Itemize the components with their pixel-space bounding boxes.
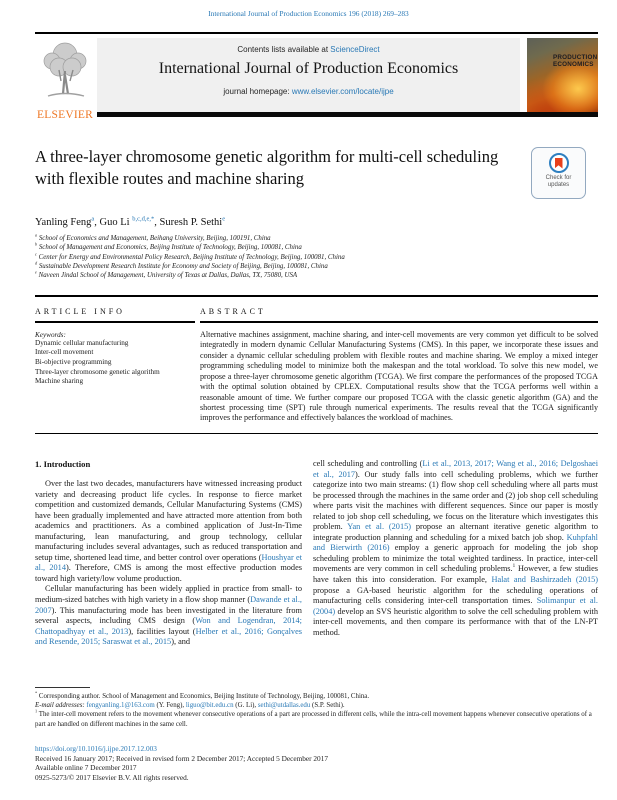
elsevier-wordmark: ELSEVIER [37,109,93,121]
text-segment: employ a generic approach for modeling the job shop scheduling problem to minimize the total weighted tardiness. In practice, inter-cell movements are very common in cell scheduling problems. [313,543,599,574]
text-segment: e [35,269,37,275]
abstract-text: Alternative machines assignment, machine sharing, and inter-cell movements are very common yet difficult to be solved integratedly in modern dynamic Cellular Manufacturing Systems (CMS). In this paper, we incorporate these issues and consider a dynamic cellular scheduling problem with flexible routes and machine sharing. We employ a mixed integer programming scheduling model to minimize both the makespan and the total workload. To solve this new model, we propose a three-layer chromosome genetic algorithm (TCGA). We first compare the performances of the proposed TCGA with the optimal solution obtained by CPLEX. Computational results show that the TCGA performs well within a reasonable amount of time. We further compare our proposed TCGA with the classic genetic algorithm (GA) and the shortest processing time (SPT) rule through numerical experiments. The results reveal that the TCGA significantly improves the performance and effectively balances the workload of machines. [200,329,598,423]
affiliation-line [35,262,595,271]
article-title: A three-layer chromosome genetic algorithm for multi-cell scheduling with flexible routes and machine sharing [35,147,499,188]
inline-link[interactable]: Solimanpur et al. (2004) [313,596,598,616]
text-segment: Corresponding author. School of Management and Economics, Beijing Institute of Technology, Beijing, 100081, China. [37,693,370,700]
keyword-item: Bi-objective programming [35,357,112,366]
copyright-line: 0925-5273/© 2017 Elsevier B.V. All rights reserved. [35,773,189,783]
body-column-right [313,459,598,638]
text-segment: Naveen Jindal School of Management, University of Texas at Dallas, Dallas, TX, 75080, USA [36,272,298,280]
contents-list-line [97,38,520,54]
text-segment: b [35,242,38,247]
keyword-item: Three-layer chromosome genetic algorithm [35,367,160,376]
text-segment: develop an SVS heuristic algorithm to solve the cell scheduling problem with inter-cell movements, and then compare its performance with that of the LN-PT method. [313,606,598,637]
text-segment: ), facilities layout ( [128,626,196,636]
text-segment: Yanling Feng [35,217,92,228]
text-segment: (Y. Feng), [154,702,186,710]
inline-link[interactable]: Houshyar et al., 2014 [35,552,302,573]
footnote-1 [35,710,598,728]
keyword-item: Inter-cell movement [35,348,94,357]
inline-link[interactable]: liguo@bit.edu.cn [185,702,234,710]
authors-line [35,217,555,228]
inline-link[interactable]: fengyanling.1@163.com [86,702,155,710]
text-segment: , Guo Li [94,217,133,228]
text-segment: 1 [512,563,516,570]
abstract-column [200,307,598,424]
text-segment: School of Economics and Management, Beihang University, Beijing, 100191, China [37,235,271,242]
text-segment: propose a GA-based heuristic algorithm for the scheduling operations of manufacturing cells considering inter-cell transportation times. [313,585,598,606]
intro-paragraph [35,584,302,647]
text-segment: , Suresh P. Sethi [154,217,223,228]
text-segment: ). This manufacturing mode has been investigated in the literature from several aspects, including CMS design ( [35,605,302,626]
text-segment: ), and [171,637,191,647]
text-segment: (S.P. Sethi). [310,702,345,710]
cover-title-line1: PRODUCTION [553,54,598,61]
inline-link[interactable]: e [222,215,226,223]
text-segment: ). Therefore, CMS is among the most effective production modes toward high variety/low volume production. [35,563,302,583]
affiliation-line [35,243,595,252]
homepage-prefix: journal homepage: [223,87,292,96]
journal-title: International Journal of Production Economics [158,60,459,77]
elsevier-tree-icon [39,90,91,107]
section-rule-bottom [35,433,598,434]
journal-cover-thumbnail [527,38,598,115]
running-head-citation: International Journal of Production Economics 196 (2018) 269–283 [208,9,409,18]
journal-header-banner [97,38,520,112]
footnote-emails [35,701,598,710]
cover-title [553,54,597,68]
text-segment: Sustainable Development Research Institute for Economy and Society of Beijing, Beijing, 100081, China [37,262,328,270]
contents-prefix: Contents lists available at [237,45,331,54]
affiliation-line [35,253,595,262]
keyword-item: Machine sharing [35,377,84,386]
article-info-column [35,307,195,387]
text-segment: cell scheduling and controlling ( [313,459,423,468]
text-segment: E-mail addresses: [35,702,87,710]
body-column-left [35,479,302,648]
affiliations-list [35,234,595,280]
text-segment: d [35,260,38,266]
text-segment: Over the last two decades, manufacturers have witnessed increasing product variety and decreasing product life cycles. In response to fierce market competition and customized demands, Cellular Manufacturing Systems (CMS) have been gradually implemented and have attracted more attention from both academics and practitioners. As a combined application of Just-In-Time manufacturing, lean manufacturing, and group technology, cellular manufacturing includes several advantages, such as reduced transportation and setup time, shortened lead time, and better control over operations ( [35,479,302,562]
affiliation-line [35,271,595,280]
text-segment: School of Management and Economics, Beijing Institute of Technology, Beijing, 100081, China [37,244,302,252]
inline-link[interactable]: b,c,d,e,* [132,215,155,223]
keywords-label: Keywords: [35,330,66,339]
abstract-rule [200,321,598,323]
doi-link[interactable]: https://doi.org/10.1016/j.ijpe.2017.12.003 [35,744,157,753]
crossmark-icon [549,153,569,173]
intro-paragraph [313,459,598,638]
sciencedirect-link[interactable]: ScienceDirect [330,45,380,54]
inline-link[interactable]: Won and Logendran, 2014; Chattopadhyay et al., 2013 [35,616,302,636]
inline-link[interactable]: Kuhpfahl and Bierwirth (2016) [313,532,598,553]
elsevier-logo [33,39,97,125]
text-segment: ). Our study falls into cell scheduling problems, which we further categorize into two main streams: (1) flow shop cell scheduling where all parts must be processed through the machines in the same order and (2) job shop cell scheduling where parts visit the machines with different sequences. Since our paper is mostly related to job shop cell scheduling, we focus on the literature which investigates this problem. [313,469,598,532]
available-online: Available online 7 December 2017 [35,763,137,773]
text-segment: However, a few studies have taken this into consideration. For example, [313,564,598,585]
text-segment: propose an alternant iterative genetic algorithm to integrate production planning and scheduling for a mixed batch job shop. [313,522,598,542]
text-segment: The inter-cell movement refers to the movement whenever consecutive operations of a part are processed in different cells, while the intra-cell movement happens whenever consecutive operations of a part are handled on different machines in the same cell. [35,711,592,728]
text-segment: Center for Energy and Environmental Policy Research, Beijing Institute of Technology, Beijing, 100081, China [36,253,345,261]
section-rule-top [35,295,598,297]
inline-link[interactable]: Li et al., 2013, 2017; Wang et al., 2016; Delgoshaei et al., 2017 [313,459,598,479]
cover-title-line2: ECONOMICS [553,61,594,69]
received-dates: Received 16 January 2017; Received in revised form 2 December 2017; Accepted 5 December 2017 [35,753,328,763]
homepage-line [97,87,520,96]
header-bottom-bar [97,112,598,117]
section-heading-introduction: 1. Introduction [35,459,91,469]
footnotes-block [35,692,598,729]
inline-link[interactable]: Yan et al. (2015) [347,522,412,532]
text-segment: * [35,690,38,696]
text-segment: (G. Li), [233,702,258,710]
affiliation-line [35,234,595,243]
inline-link[interactable]: Helber et al., 2016; Gonçalves and Resende, 2015; Saraswat et al., 2015 [35,626,302,647]
text-segment: c [35,251,37,257]
check-for-updates-label: Check for updates [545,175,572,188]
check-for-updates-badge[interactable] [531,147,586,199]
inline-link[interactable]: sethi@utdallas.edu [257,702,311,710]
inline-link[interactable]: Halat and Bashirzadeh (2015) [491,575,598,585]
keyword-item: Dynamic cellular manufacturing [35,338,129,347]
header-top-rule [35,32,598,34]
inline-link[interactable]: a [91,215,95,223]
text-segment: 1 [35,709,38,715]
footnote-corresponding-author [35,692,598,701]
article-info-rule [35,321,195,323]
article-meta-block [35,744,598,783]
text-segment: a [35,232,38,238]
journal-homepage-link[interactable]: www.elsevier.com/locate/ijpe [291,87,394,96]
abstract-heading: ABSTRACT [200,307,266,316]
inline-link[interactable]: Dawande et al., 2007 [35,595,302,615]
article-info-heading: ARTICLE INFO [35,307,125,316]
intro-paragraph [35,479,302,584]
footnote-divider [35,687,90,688]
text-segment: Cellular manufacturing has been widely applied in practice from small- to medium-sized batches with high variety in a flow shop manner ( [35,584,302,605]
